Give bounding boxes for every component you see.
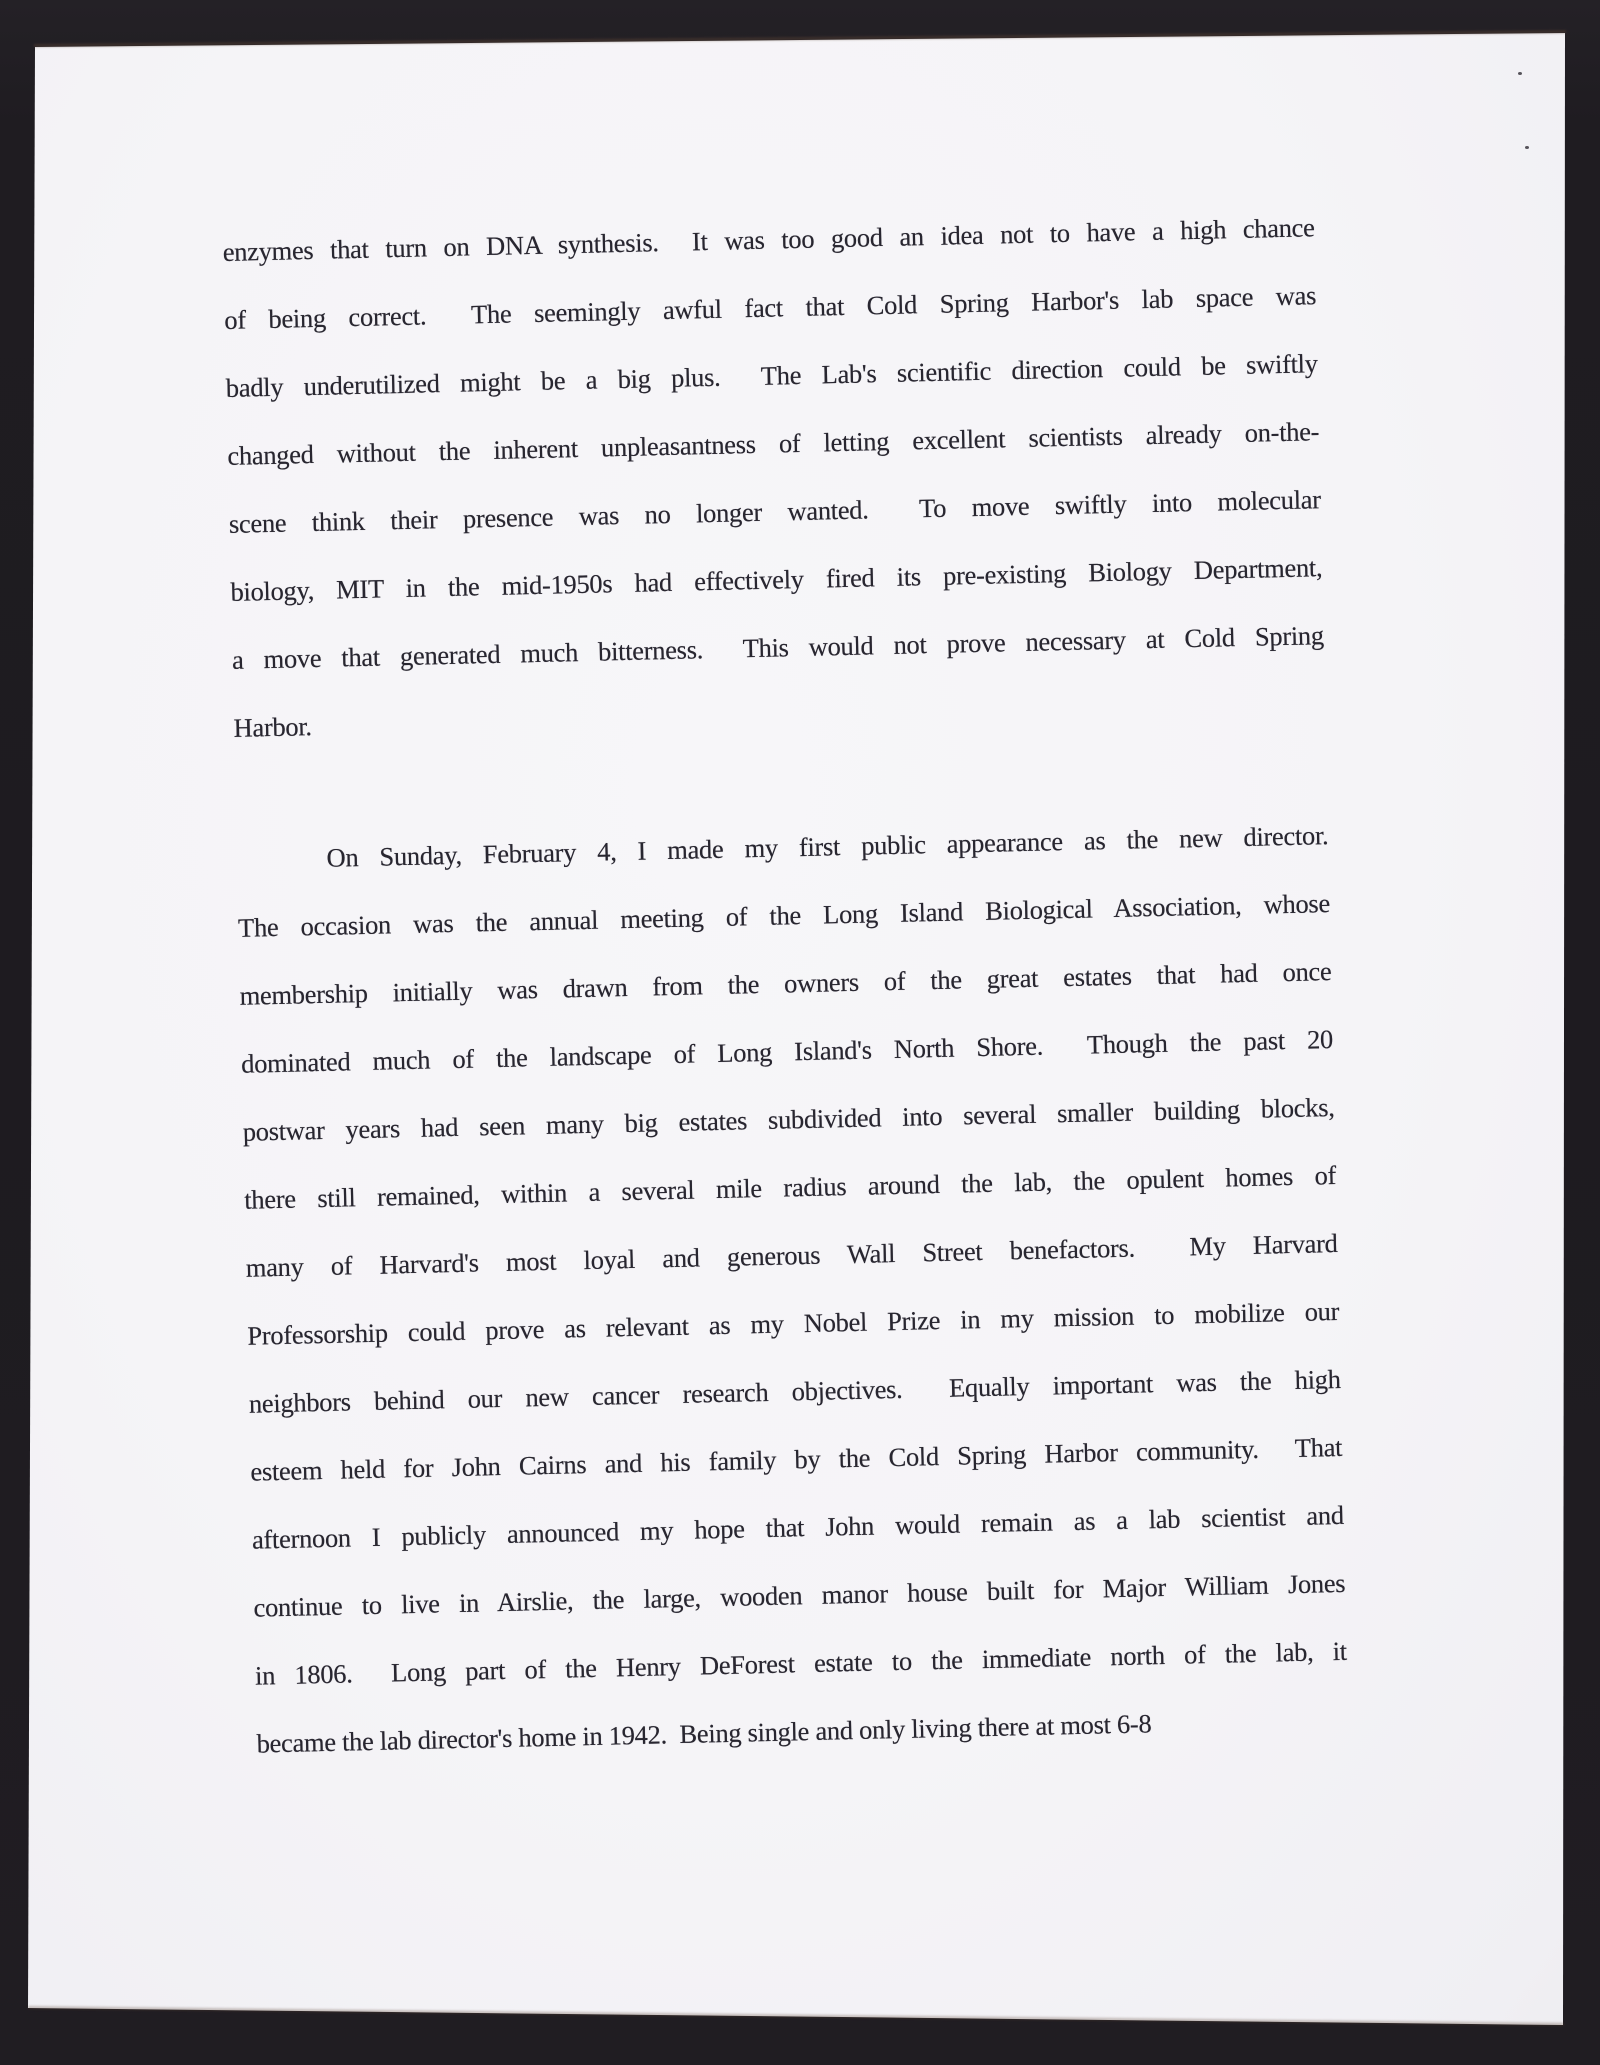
- text-line: there still remained, within a several mile radius around the lab, the opulent homes of: [243, 1159, 1337, 1215]
- text-line: membership initially was drawn from the owners of the great estates that had once: [239, 956, 1332, 1011]
- text-line: On Sunday, February 4, I made my first public appearance as the new director.: [326, 820, 1329, 873]
- text-line: scene think their presence was no longer wanted. To move swiftly into molecular: [228, 484, 1322, 539]
- text-line: postwar years had seen many big estates subdivided into several smaller building blocks,: [242, 1091, 1335, 1147]
- text-line: Harbor.: [233, 711, 313, 743]
- text-line: dominated much of the landscape of Long Island's North Shore. Though the past 20: [240, 1024, 1334, 1079]
- document-text: [222, 193, 1349, 1777]
- text-line: continue to live in Airslie, the large, wooden manor house built for Major William Jones: [253, 1567, 1346, 1623]
- paragraph: [222, 193, 1326, 762]
- text-line: of being correct. The seemingly awful fact that Cold Spring Harbor's lab space was: [223, 280, 1317, 335]
- text-line: in 1806. Long part of the Henry DeForest estate to the immediate north of the lab, it: [254, 1635, 1348, 1691]
- text-line: many of Harvard's most loyal and generous Wall Street benefactors. My Harvard: [245, 1227, 1338, 1283]
- text-line: became the lab director's home in 1942. Being single and only living there at most 6-8: [256, 1708, 1152, 1759]
- text-line: a move that generated much bitterness. This would not prove necessary at Cold Spring: [231, 620, 1325, 675]
- text-line: biology, MIT in the mid-1950s had effectively fired its pre-existing Biology Department,: [230, 552, 1323, 607]
- text-line: esteem held for John Cairns and his family by the Cold Spring Harbor community. That: [250, 1431, 1343, 1487]
- dust-speck: [1525, 146, 1529, 149]
- text-line: Professorship could prove as relevant as my Nobel Prize in my mission to mobilize our: [247, 1295, 1340, 1351]
- text-line: afternoon I publicly announced my hope that John would remain as a lab scientist and: [251, 1499, 1345, 1555]
- text-line: enzymes that turn on DNA synthesis. It was too good an idea not to have a high chance: [222, 212, 1315, 267]
- dust-speck: [1518, 72, 1522, 75]
- text-line: neighbors behind our new cancer research objectives. Equally important was the high: [248, 1363, 1341, 1419]
- text-line: changed without the inherent unpleasantness of letting excellent scientists already on-the-: [227, 416, 1320, 471]
- paragraph: [236, 801, 1349, 1778]
- text-line: badly underutilized might be a big plus. The Lab's scientific direction could be swiftly: [225, 348, 1318, 403]
- text-line: The occasion was the annual meeting of the Long Island Biological Association, whose: [237, 888, 1331, 943]
